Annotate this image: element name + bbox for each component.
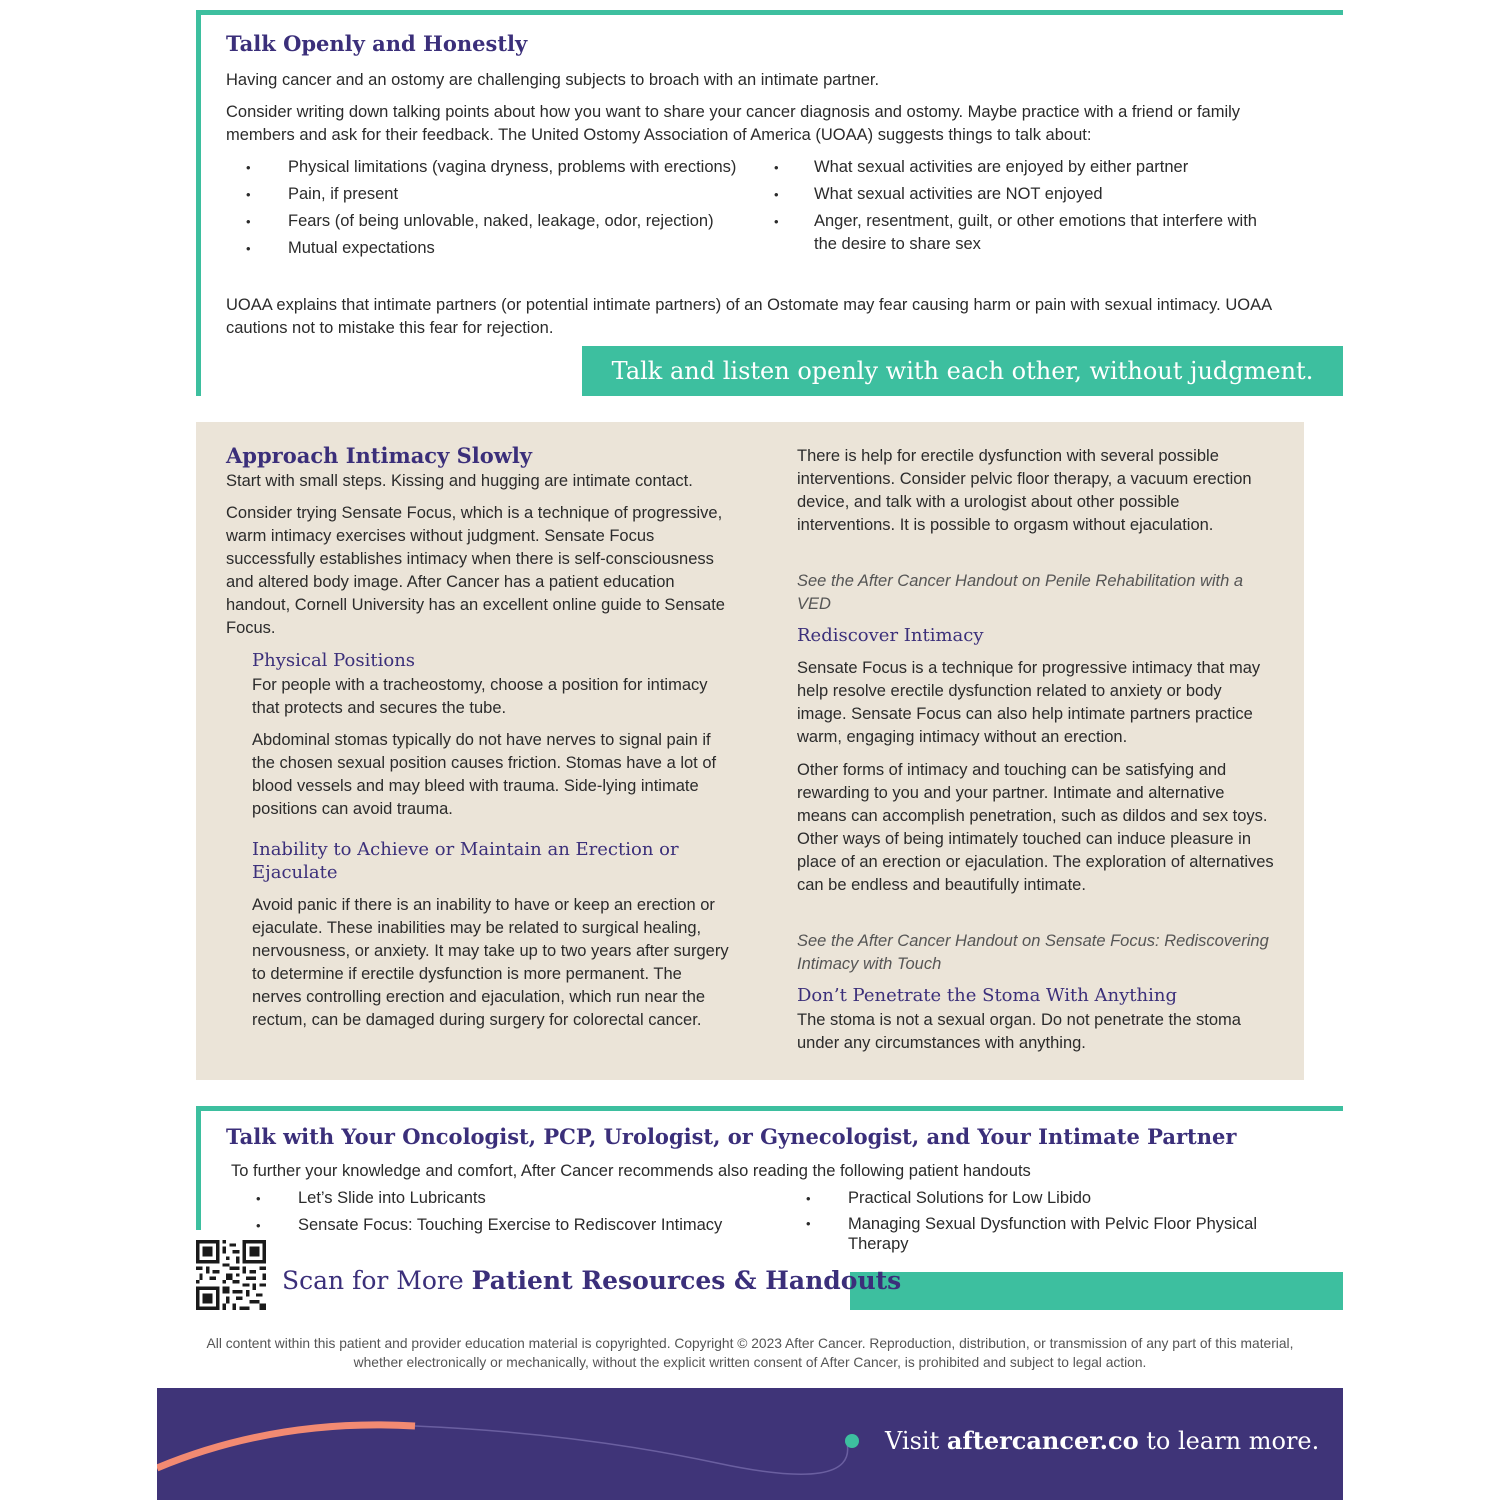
physical-positions-heading: Physical Positions: [252, 650, 416, 671]
talking-points-right-list: [772, 156, 1272, 260]
tracheostomy-paragraph: For people with a tracheostomy, choose a position for intimacy that protects and secures the tube.: [252, 676, 708, 717]
erectile-help-paragraph: There is help for erectile dysfunction with several possible interventions. Consider pelvic floor therapy, a vacuum erection device, and talk with a urologist about other possible interventions. It is possible to orgasm without ejaculation.: [797, 447, 1252, 534]
copyright-notice: All content within this patient and provider education material is copyrighted. Copyright © 2023 After Cancer. Reproduction, distribution, or transmission of any part of this material, whether electronically or mechanically, without the explicit written consent of After Cancer, is prohibited and subject to legal action.: [206, 1336, 1294, 1370]
handouts-intro: To further your knowledge and comfort, After Cancer recommends also reading the following patient handouts: [231, 1162, 1031, 1180]
stoma-paragraph: The stoma is not a sexual organ. Do not penetrate the stoma under any circumstances with anything.: [797, 1011, 1241, 1052]
penile-rehab-note: See the After Cancer Handout on Penile Rehabilitation with a VED: [797, 572, 1244, 613]
approach-intro: Start with small steps. Kissing and hugging are intimate contact.: [226, 472, 693, 490]
footer-banner: [157, 1388, 1343, 1500]
list-item: • What sexual activities are NOT enjoyed: [772, 183, 1272, 206]
visit-lead: Visit: [885, 1427, 947, 1455]
talk-listen-banner: Talk and listen openly with each other, without judgment.: [582, 346, 1343, 396]
approach-intimacy-heading: Approach Intimacy Slowly: [226, 443, 533, 468]
list-item: • Let’s Slide into Lubricants: [236, 1187, 776, 1210]
other-forms-paragraph: Other forms of intimacy and touching can be satisfying and rewarding to you and your partner. Intimate and alternative means can accomplish penetration, such as dildos and sex toys. Other ways of being intimately touched can induce pleasure in place of an erection or ejaculation. The exploration of alternatives can be endless and beautifully intimate.: [797, 761, 1274, 894]
list-item: • Fears (of being unlovable, naked, leakage, odor, rejection): [226, 210, 756, 233]
scan-lead-text: Scan for More: [282, 1266, 472, 1295]
sensate-focus-paragraph: Consider trying Sensate Focus, which is a technique of progressive, warm intimacy exercises without judgment. Sensate Focus successfully establishes intimacy when there is self-consciousness and altered body image. After Cancer has a patient education handout, Cornell University has an excellent online guide to Sensate Focus.: [226, 504, 725, 637]
sensate-focus-note: See the After Cancer Handout on Sensate Focus: Rediscovering Intimacy with Touch: [797, 932, 1269, 973]
abdominal-stomas-paragraph: Abdominal stomas typically do not have nerves to signal pain if the chosen sexual position causes friction. Stomas have a lot of blood vessels and may bleed with trauma. Side-lying intimate positions can avoid trauma.: [252, 731, 717, 818]
talk-openly-paragraph: Consider writing down talking points about how you want to share your cancer diagnosis and ostomy. Maybe practice with a friend or family members and ask for their feedback. The United Ostomy Association of America (UOAA) suggests things to talk about:: [226, 103, 1241, 144]
scan-resources-label: [282, 1266, 901, 1295]
list-item: • Managing Sexual Dysfunction with Pelvic Floor Physical Therapy: [786, 1214, 1306, 1254]
list-item: • Practical Solutions for Low Libido: [786, 1187, 1306, 1210]
qr-code-icon[interactable]: [196, 1240, 266, 1310]
visit-website-text: [885, 1426, 1319, 1455]
avoid-panic-paragraph: Avoid panic if there is an inability to have or keep an erection or ejaculate. These inabilities may be related to surgical healing, nervousness, or anxiety. It may take up to two years after surgery to determine if erectile dysfunction is more permanent. The nerves controlling erection and ejaculation, which run near the rectum, can be damaged during surgery for colorectal cancer.: [252, 896, 729, 1029]
uoaa-paragraph: UOAA explains that intimate partners (or potential intimate partners) of an Ostomate may fear causing harm or pain with sexual intimacy. UOAA cautions not to mistake this fear for rejection.: [226, 296, 1272, 337]
list-item: • Pain, if present: [226, 183, 756, 206]
list-item: • What sexual activities are enjoyed by either partner: [772, 156, 1272, 179]
talk-openly-intro: Having cancer and an ostomy are challenging subjects to broach with an intimate partner.: [226, 71, 880, 89]
handouts-left-list: [236, 1187, 776, 1241]
handouts-right-list: [786, 1187, 1306, 1258]
rediscover-paragraph: Sensate Focus is a technique for progressive intimacy that may help resolve erectile dysfunction related to anxiety or body image. Sensate Focus can also help intimate partners practice warm, engaging intimacy without an erection.: [797, 659, 1261, 746]
list-item: • Mutual expectations: [226, 237, 756, 260]
talking-points-left-list: [226, 156, 756, 264]
erection-heading: Inability to Achieve or Maintain an Erection or Ejaculate: [252, 839, 679, 883]
list-item: • Physical limitations (vagina dryness, problems with erections): [226, 156, 756, 179]
rediscover-intimacy-heading: Rediscover Intimacy: [797, 625, 984, 646]
website-link[interactable]: aftercancer.co: [946, 1426, 1139, 1455]
list-item: • Anger, resentment, guilt, or other emotions that interfere with the desire to share sex: [772, 210, 1272, 256]
scan-banner-bar: [850, 1272, 1343, 1310]
talk-with-doctor-heading: Talk with Your Oncologist, PCP, Urologist, or Gynecologist, and Your Intimate Partner: [226, 1124, 1237, 1149]
stoma-heading: Don’t Penetrate the Stoma With Anything: [797, 985, 1177, 1006]
scan-bold-text: Patient Resources & Handouts: [471, 1266, 902, 1295]
talk-openly-heading: Talk Openly and Honestly: [226, 31, 528, 56]
list-item: • Sensate Focus: Touching Exercise to Rediscover Intimacy: [236, 1214, 776, 1237]
visit-tail: to learn more.: [1138, 1427, 1320, 1455]
